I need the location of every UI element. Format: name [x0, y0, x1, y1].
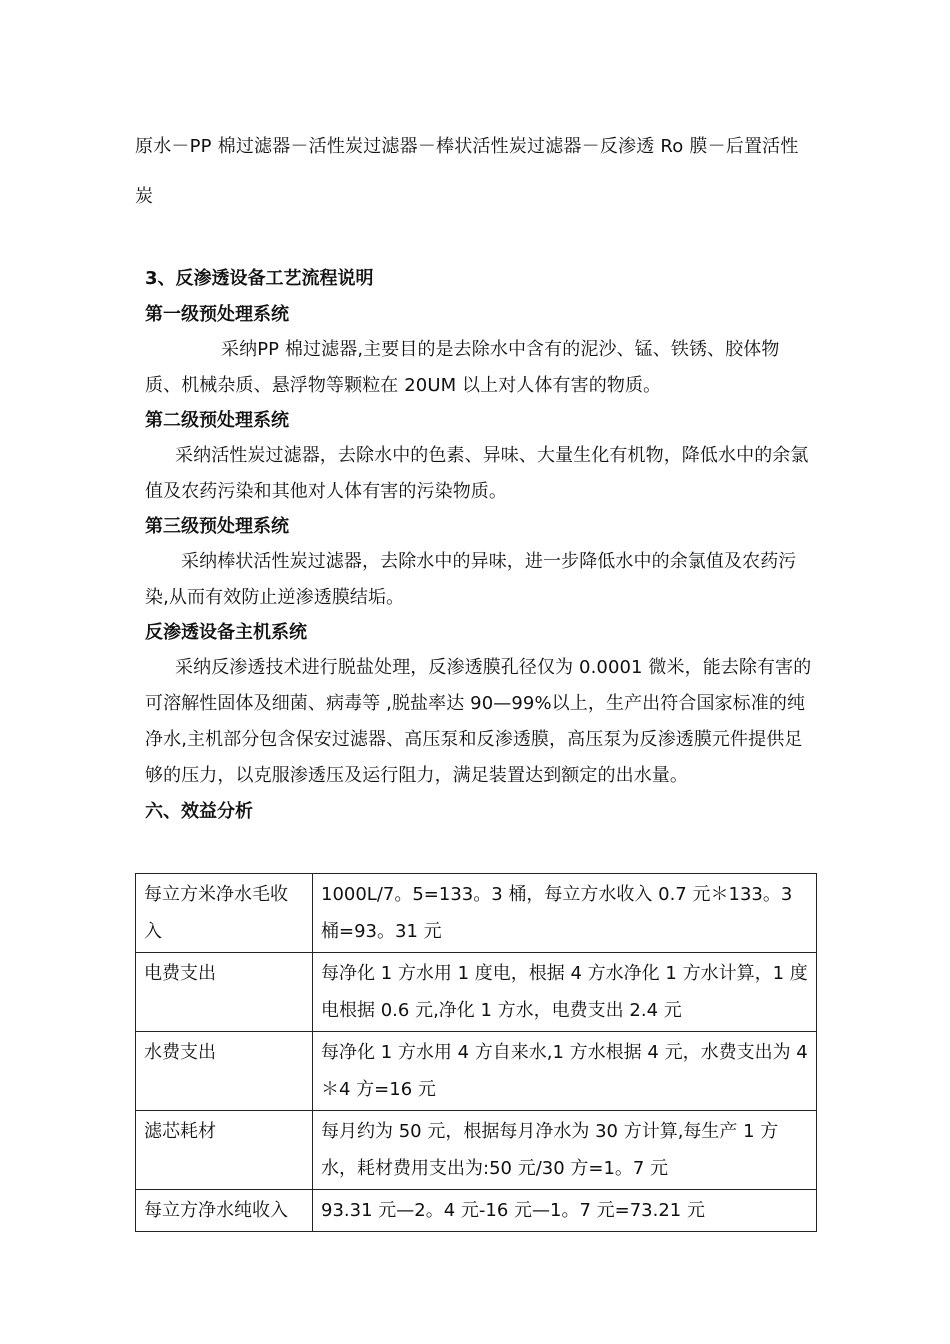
row-label: 每立方米净水毛收入 [136, 874, 313, 953]
benefit-table [135, 873, 817, 1232]
stage-2-heading: 第二级预处理系统 [145, 410, 289, 431]
process-flow-text: 原水－PP 棉过滤器－活性炭过滤器－棒状活性炭过滤器－反渗透 Ro 膜－后置活性炭 [135, 136, 799, 207]
section-3 [145, 262, 815, 828]
row-label: 滤芯耗材 [136, 1111, 313, 1190]
stage-1-text: 采纳PP 棉过滤器,主要目的是去除水中含有的泥沙、锰、铁锈、胶体物质、机械杂质、悬浮物等颗粒在 20UM 以上对人体有害的物质。 [145, 339, 780, 396]
row-value: 1000L/7。5=133。3 桶，每立方水收入 0.7 元＊133。3 桶=93。31 元 [313, 874, 817, 953]
row-value: 每净化 1 方水用 1 度电，根据 4 方水净化 1 方水计算，1 度电根据 0.6 元,净化 1 方水，电费支出 2.4 元 [313, 953, 817, 1032]
row-value: 每净化 1 方水用 4 方自来水,1 方水根据 4 元，水费支出为 4＊4 方=16 元 [313, 1032, 817, 1111]
stage-3-text: 采纳棒状活性炭过滤器，去除水中的异味，进一步降低水中的余氯值及农药污染,从而有效防止逆渗透膜结垢。 [145, 551, 797, 608]
main-system-text: 采纳反渗透技术进行脱盐处理，反渗透膜孔径仅为 0.0001 微米，能去除有害的可溶解性固体及细菌、病毒等 ,脱盐率达 90—99%以上，生产出符合国家标准的纯净水,主机部分包含保安过滤器、高压泵和反渗透膜，高压泵为反渗透膜元件提供足够的压力，以克服渗透压及运行阻力，满足装置达到额定的出水量。 [145, 657, 812, 786]
row-value: 每月约为 50 元，根据每月净水为 30 方计算,每生产 1 方水，耗材费用支出为:50 元/30 方=1。7 元 [313, 1111, 817, 1190]
row-label: 每立方净水纯收入 [136, 1190, 313, 1232]
stage-2-text: 采纳活性炭过滤器，去除水中的色素、异味、大量生化有机物，降低水中的余氯值及农药污染和其他对人体有害的污染物质。 [145, 445, 809, 502]
section-3-title: 3、反渗透设备工艺流程说明 [145, 268, 374, 289]
stage-3-heading: 第三级预处理系统 [145, 516, 289, 537]
row-label: 电费支出 [136, 953, 313, 1032]
table-row [136, 1032, 817, 1111]
row-label: 水费支出 [136, 1032, 313, 1111]
table-row [136, 953, 817, 1032]
stage-1-heading: 第一级预处理系统 [145, 304, 289, 325]
table-row [136, 1190, 817, 1232]
table-row [136, 1111, 817, 1190]
row-value: 93.31 元—2。4 元-16 元—1。7 元=73.21 元 [313, 1190, 817, 1232]
main-system-heading: 反渗透设备主机系统 [145, 622, 307, 643]
table-row [136, 874, 817, 953]
section-6-title: 六、效益分析 [145, 801, 253, 822]
